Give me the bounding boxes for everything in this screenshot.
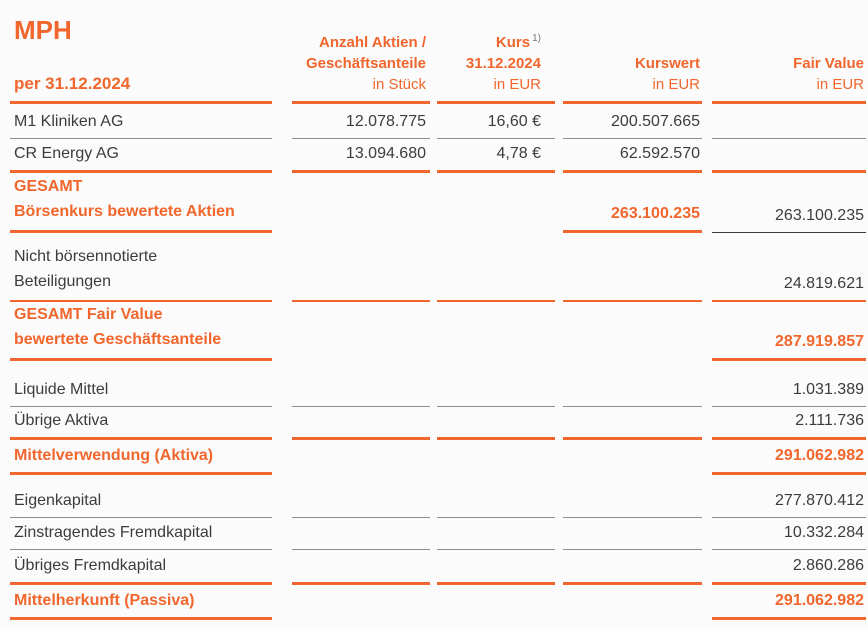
cell-kurs	[437, 233, 555, 302]
cell-kurs	[437, 585, 555, 620]
cell-anzahl	[292, 302, 430, 361]
cell-kurs	[437, 302, 555, 361]
column-header-kurswert	[563, 9, 702, 104]
table-row-eigenkapital	[10, 475, 868, 518]
cell-kurswert	[563, 233, 702, 302]
cell-anzahl	[292, 233, 430, 302]
cell-kurs	[437, 550, 555, 585]
table-row-m1-kliniken	[10, 104, 868, 139]
column-unit: in EUR	[816, 76, 864, 93]
cell-fair-value: 2.111.736	[712, 407, 866, 440]
cell-kurswert	[563, 550, 702, 585]
cell-fair-value: 291.062.982	[712, 585, 866, 620]
column-header-line: Fair Value	[793, 55, 864, 72]
column-header-text: Kurs	[495, 34, 531, 51]
cell-kurs: 4,78 €	[437, 139, 555, 173]
cell-kurswert	[563, 361, 702, 407]
cell-anzahl	[292, 585, 430, 620]
cell-kurswert	[563, 585, 702, 620]
table-row-gesamt-boersenkurs	[10, 173, 868, 233]
table-row-zinstragendes-fremdkapital	[10, 518, 868, 550]
cell-kurs	[437, 440, 555, 475]
cell-kurswert: 62.592.570	[563, 139, 702, 173]
cell-fair-value: 1.031.389	[712, 361, 866, 407]
column-header-anzahl	[292, 9, 430, 104]
cell-kurswert: 200.507.665	[563, 104, 702, 139]
column-header-line: 31.12.2024	[465, 55, 541, 72]
cell-anzahl: 12.078.775	[292, 104, 430, 139]
cell-fair-value: 291.062.982	[712, 440, 866, 475]
cell-label: Übriges Fremdkapital	[10, 550, 272, 585]
cell-label: Nicht börsennotierte Beteiligungen	[10, 233, 272, 302]
cell-label: GESAMT Fair Value bewertete Geschäftsanteile	[10, 302, 272, 361]
cell-label: Liquide Mittel	[10, 361, 272, 407]
report-date: per 31.12.2024	[14, 74, 131, 93]
column-header-line: Anzahl Aktien /	[319, 34, 426, 51]
cell-kurs	[437, 361, 555, 407]
cell-kurswert	[563, 302, 702, 361]
cell-kurswert	[563, 518, 702, 550]
column-unit: in Stück	[372, 76, 426, 93]
column-unit: in EUR	[652, 76, 700, 93]
header-label-cell	[10, 9, 272, 104]
cell-kurswert	[563, 475, 702, 518]
cell-anzahl: 13.094.680	[292, 139, 430, 173]
cell-label: Übrige Aktiva	[10, 407, 272, 440]
column-header-kurs	[437, 9, 555, 104]
cell-fair-value	[712, 104, 866, 139]
table-row-nicht-boersennotiert	[10, 233, 868, 302]
cell-kurs	[437, 407, 555, 440]
cell-kurs	[437, 475, 555, 518]
cell-anzahl	[292, 518, 430, 550]
cell-fair-value: 24.819.621	[712, 233, 866, 302]
cell-kurs	[437, 173, 555, 233]
cell-kurswert: 263.100.235	[563, 173, 702, 233]
cell-anzahl	[292, 361, 430, 407]
table-row-mittelherkunft	[10, 585, 868, 620]
column-header-fair-value	[712, 9, 866, 104]
cell-anzahl	[292, 440, 430, 475]
report-title: MPH	[14, 15, 72, 45]
column-header-line: Kurswert	[634, 55, 700, 72]
cell-label: GESAMT Börsenkurs bewertete Aktien	[10, 173, 272, 233]
cell-label: CR Energy AG	[10, 139, 272, 173]
cell-fair-value: 277.870.412	[712, 475, 866, 518]
cell-label: Mittelverwendung (Aktiva)	[10, 440, 272, 475]
table-row-liquide-mittel	[10, 361, 868, 407]
cell-kurs	[437, 518, 555, 550]
cell-fair-value: 263.100.235	[712, 173, 866, 233]
column-unit: in EUR	[493, 76, 541, 93]
cell-label: Zinstragendes Fremdkapital	[10, 518, 272, 550]
cell-fair-value	[712, 139, 866, 173]
cell-kurswert	[563, 407, 702, 440]
cell-anzahl	[292, 475, 430, 518]
column-header-line: Geschäftsanteile	[305, 55, 426, 72]
cell-anzahl	[292, 173, 430, 233]
cell-anzahl	[292, 550, 430, 585]
cell-label: Eigenkapital	[10, 475, 272, 518]
table-row-uebriges-fremdkapital	[10, 550, 868, 585]
table-header	[10, 9, 868, 104]
table-row-uebrige-aktiva	[10, 407, 868, 440]
cell-anzahl	[292, 407, 430, 440]
table-row-mittelverwendung	[10, 440, 868, 475]
cell-fair-value: 2.860.286	[712, 550, 866, 585]
footnote-marker: 1)	[532, 33, 541, 44]
cell-label: Mittelherkunft (Passiva)	[10, 585, 272, 620]
table-row-gesamt-fair-value	[10, 302, 868, 361]
cell-fair-value: 287.919.857	[712, 302, 866, 361]
cell-kurs: 16,60 €	[437, 104, 555, 139]
table-row-cr-energy	[10, 139, 868, 173]
cell-kurswert	[563, 440, 702, 475]
cell-fair-value: 10.332.284	[712, 518, 866, 550]
cell-label: M1 Kliniken AG	[10, 104, 272, 139]
column-header-line	[496, 28, 541, 53]
